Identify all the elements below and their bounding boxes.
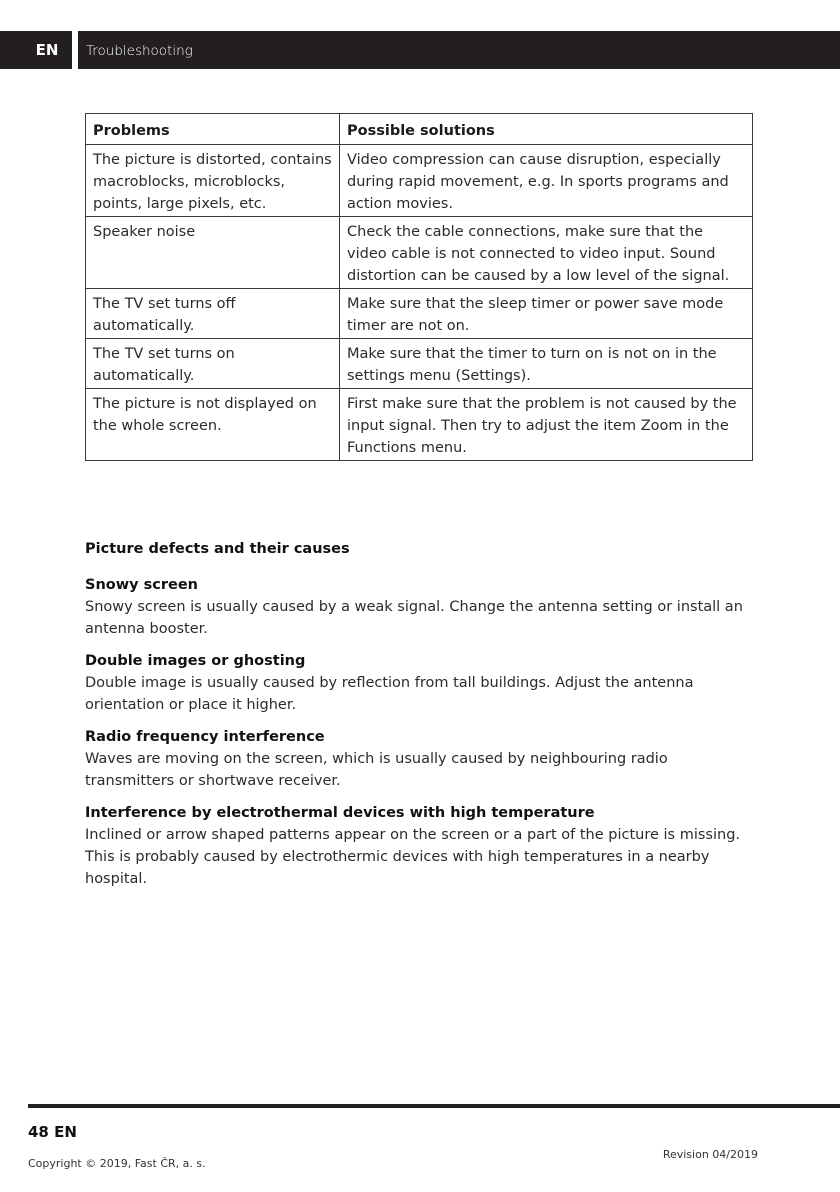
picture-defects-section: [85, 538, 757, 900]
troubleshooting-table: [85, 113, 753, 461]
table-row: [86, 339, 753, 389]
defect-text: Waves are moving on the screen, which is usually caused by neighbouring radio transmitters or shortwave receiver.: [85, 751, 668, 789]
defect-heading: Interference by electrothermal devices with high temperature: [85, 805, 595, 821]
table-header-row: [86, 114, 753, 145]
table-row: [86, 389, 753, 461]
defect-text: Double image is usually caused by reflection from tall buildings. Adjust the antenna orientation or place it higher.: [85, 675, 694, 713]
solution-cell: Video compression can cause disruption, especially during rapid movement, e.g. In sports programs and action movies.: [340, 145, 753, 217]
defect-text: Snowy screen is usually caused by a weak signal. Change the antenna setting or install an antenna booster.: [85, 599, 743, 637]
solution-cell: Make sure that the sleep timer or power save mode timer are not on.: [340, 289, 753, 339]
section-title: Troubleshooting: [86, 43, 193, 59]
defect-snowy-screen: [85, 574, 757, 640]
page-number: 48 EN: [28, 1123, 77, 1141]
problem-cell: Speaker noise: [86, 217, 340, 289]
defects-title: Picture defects and their causes: [85, 541, 350, 557]
problem-cell: The picture is not displayed on the whole screen.: [86, 389, 340, 461]
defect-electrothermal-interference: [85, 802, 757, 890]
defect-heading: Snowy screen: [85, 577, 198, 593]
language-badge: EN: [35, 41, 59, 59]
defect-text: Inclined or arrow shaped patterns appear on the screen or a part of the picture is missing. This is probably caused by electrothermic devices with high temperatures in a nearby hospital.: [85, 827, 741, 887]
solution-cell: First make sure that the problem is not caused by the input signal. Then try to adjust the item Zoom in the Functions menu.: [340, 389, 753, 461]
solution-cell: Make sure that the timer to turn on is not on in the settings menu (Settings).: [340, 339, 753, 389]
defect-radio-interference: [85, 726, 757, 792]
column-header-problems: Problems: [86, 114, 340, 145]
footer-rule: [28, 1104, 840, 1108]
header-separator: [72, 31, 78, 69]
table-row: [86, 145, 753, 217]
table-row: [86, 289, 753, 339]
problem-cell: The picture is distorted, contains macroblocks, microblocks, points, large pixels, etc.: [86, 145, 340, 217]
copyright: Copyright © 2019, Fast ČR, a. s.: [28, 1157, 206, 1170]
page-header: [0, 31, 840, 69]
solution-cell: Check the cable connections, make sure that the video cable is not connected to video input. Sound distortion can be caused by a low level of the signal.: [340, 217, 753, 289]
problem-cell: The TV set turns on automatically.: [86, 339, 340, 389]
defect-double-images: [85, 650, 757, 716]
column-header-solutions: Possible solutions: [340, 114, 753, 145]
revision: Revision 04/2019: [662, 1148, 758, 1161]
defect-heading: Double images or ghosting: [85, 653, 306, 669]
problem-cell: The TV set turns off automatically.: [86, 289, 340, 339]
table-row: [86, 217, 753, 289]
defect-heading: Radio frequency interference: [85, 729, 325, 745]
